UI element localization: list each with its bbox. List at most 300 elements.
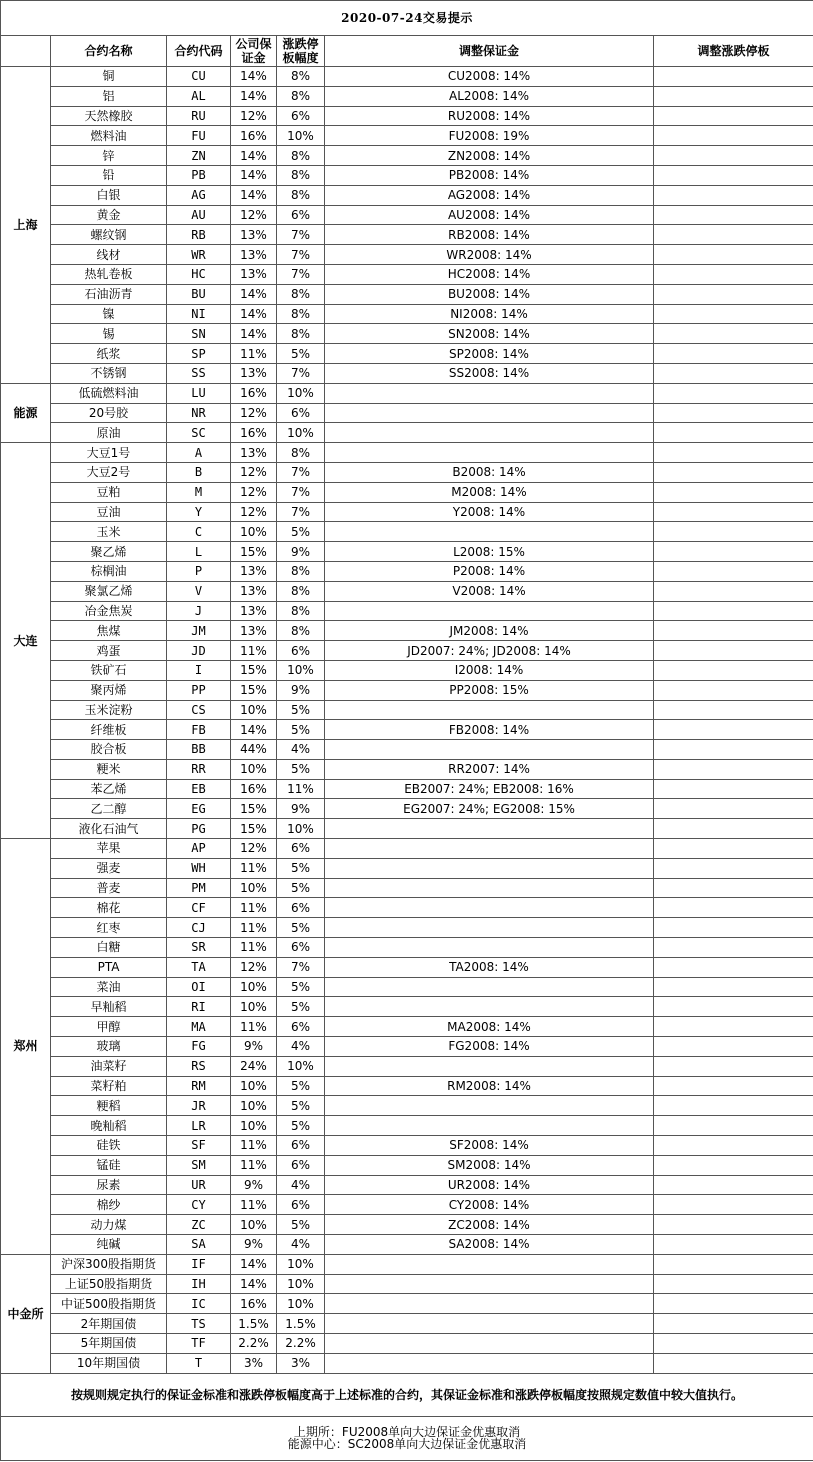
adjust-margin: RU2008: 14% [325,106,654,126]
contract-name: 菜籽粕 [51,1076,167,1096]
table-row [1,1334,813,1354]
adjust-margin: CU2008: 14% [325,67,654,87]
limit-range: 5% [277,878,325,898]
contract-code: BU [167,284,231,304]
adjust-limit [654,839,813,859]
table-row [1,660,813,680]
adjust-margin: SS2008: 14% [325,363,654,383]
limit-range: 7% [277,245,325,265]
limit-range: 10% [277,819,325,839]
company-margin: 15% [231,799,277,819]
adjust-limit [654,1334,813,1354]
contract-code: TF [167,1334,231,1354]
contract-name: PTA [51,957,167,977]
adjust-margin: RB2008: 14% [325,225,654,245]
table-row [1,839,813,859]
contract-name: 铜 [51,67,167,87]
limit-range: 5% [277,918,325,938]
header-contract-name: 合约名称 [51,36,167,67]
company-margin: 16% [231,1294,277,1314]
limit-range: 6% [277,898,325,918]
adjust-limit [654,1116,813,1136]
contract-name: 胶合板 [51,740,167,760]
adjust-margin: FG2008: 14% [325,1037,654,1057]
table-row [1,1096,813,1116]
table-row [1,1353,813,1373]
contract-name: 热轧卷板 [51,264,167,284]
exchange-label: 中金所 [1,1254,51,1373]
company-margin: 11% [231,1136,277,1156]
table-row [1,957,813,977]
company-margin: 12% [231,482,277,502]
adjust-margin: JD2007: 24%; JD2008: 14% [325,641,654,661]
company-margin: 11% [231,918,277,938]
adjust-margin: B2008: 14% [325,462,654,482]
company-margin: 1.5% [231,1314,277,1334]
adjust-margin: EG2007: 24%; EG2008: 15% [325,799,654,819]
adjust-margin: SP2008: 14% [325,344,654,364]
table-row [1,1155,813,1175]
adjust-limit [654,1076,813,1096]
adjust-margin [325,898,654,918]
contract-name: 燃料油 [51,126,167,146]
contract-code: JD [167,641,231,661]
adjust-margin: AU2008: 14% [325,205,654,225]
contract-name: 棉花 [51,898,167,918]
adjust-margin [325,839,654,859]
adjust-margin [325,1353,654,1373]
contract-name: 纸浆 [51,344,167,364]
table-row [1,1215,813,1235]
limit-range: 5% [277,997,325,1017]
adjust-margin: SA2008: 14% [325,1235,654,1255]
adjust-limit [654,205,813,225]
contract-name: 豆油 [51,502,167,522]
contract-name: 铝 [51,86,167,106]
company-margin: 24% [231,1056,277,1076]
limit-range: 8% [277,67,325,87]
contract-code: Y [167,502,231,522]
adjust-limit [654,1353,813,1373]
contract-code: CF [167,898,231,918]
adjust-limit [654,759,813,779]
contract-code: TS [167,1314,231,1334]
contract-code: WR [167,245,231,265]
contract-code: CY [167,1195,231,1215]
table-row [1,641,813,661]
adjust-limit [654,740,813,760]
limit-range: 5% [277,1096,325,1116]
table-row [1,245,813,265]
contract-code: WH [167,858,231,878]
adjust-limit [654,1274,813,1294]
table-row [1,1195,813,1215]
limit-range: 8% [277,443,325,463]
contract-code: SC [167,423,231,443]
exchange-label: 郑州 [1,839,51,1255]
adjust-margin [325,1254,654,1274]
table-row [1,106,813,126]
contract-code: IH [167,1274,231,1294]
limit-range: 10% [277,1056,325,1076]
contract-name: 2年期国债 [51,1314,167,1334]
contract-name: 20号胶 [51,403,167,423]
contract-name: 黄金 [51,205,167,225]
contract-code: FB [167,720,231,740]
table-row [1,918,813,938]
adjust-margin: NI2008: 14% [325,304,654,324]
table-row [1,799,813,819]
company-margin: 14% [231,185,277,205]
limit-range: 6% [277,938,325,958]
limit-range: 5% [277,759,325,779]
adjust-margin [325,1334,654,1354]
table-row [1,740,813,760]
contract-code: EB [167,779,231,799]
contract-name: 晚籼稻 [51,1116,167,1136]
adjust-margin [325,858,654,878]
adjust-margin: P2008: 14% [325,561,654,581]
adjust-margin: AG2008: 14% [325,185,654,205]
adjust-margin [325,740,654,760]
contract-code: CJ [167,918,231,938]
header-company-margin: 公司保证金 [231,36,277,67]
contract-code: SA [167,1235,231,1255]
contract-name: 玉米 [51,522,167,542]
adjust-limit [654,264,813,284]
contract-code: P [167,561,231,581]
adjust-margin: I2008: 14% [325,660,654,680]
limit-range: 4% [277,1175,325,1195]
adjust-limit [654,67,813,87]
table-row [1,1274,813,1294]
table-row [1,126,813,146]
adjust-margin: PB2008: 14% [325,165,654,185]
company-margin: 13% [231,621,277,641]
limit-range: 5% [277,1116,325,1136]
contract-code: UR [167,1175,231,1195]
company-margin: 9% [231,1175,277,1195]
adjust-margin: RR2007: 14% [325,759,654,779]
limit-range: 10% [277,423,325,443]
contract-code: RM [167,1076,231,1096]
adjust-limit [654,245,813,265]
footer-line: 上期所：FU2008单向大边保证金优惠取消 [293,1425,521,1440]
table-row [1,363,813,383]
table-row [1,1076,813,1096]
limit-range: 7% [277,363,325,383]
adjust-margin [325,878,654,898]
table-row [1,185,813,205]
adjust-limit [654,304,813,324]
company-margin: 10% [231,700,277,720]
contract-name: 天然橡胶 [51,106,167,126]
contract-code: SM [167,1155,231,1175]
adjust-margin: FB2008: 14% [325,720,654,740]
table-row [1,383,813,403]
adjust-limit [654,146,813,166]
contract-code: AG [167,185,231,205]
adjust-limit [654,898,813,918]
contract-name: 铅 [51,165,167,185]
table-row [1,700,813,720]
contract-name: 动力煤 [51,1215,167,1235]
contract-name: 油菜籽 [51,1056,167,1076]
contract-code: I [167,660,231,680]
limit-range: 10% [277,1274,325,1294]
contract-code: AL [167,86,231,106]
limit-range: 10% [277,1254,325,1274]
adjust-margin [325,819,654,839]
contract-code: ZC [167,1215,231,1235]
contract-code: A [167,443,231,463]
table-row [1,403,813,423]
company-margin: 16% [231,383,277,403]
adjust-limit [654,660,813,680]
limit-range: 5% [277,720,325,740]
contract-code: CS [167,700,231,720]
contract-name: 早籼稻 [51,997,167,1017]
adjust-limit [654,641,813,661]
limit-range: 8% [277,304,325,324]
contract-code: C [167,522,231,542]
contract-name: 焦煤 [51,621,167,641]
exchange-label: 上海 [1,67,51,384]
contract-code: LU [167,383,231,403]
contract-code: JR [167,1096,231,1116]
contract-name: 铁矿石 [51,660,167,680]
contract-code: SP [167,344,231,364]
company-margin: 16% [231,126,277,146]
contract-name: 棉纱 [51,1195,167,1215]
table-row [1,443,813,463]
limit-range: 6% [277,403,325,423]
adjust-limit [654,997,813,1017]
adjust-margin: PP2008: 15% [325,680,654,700]
table-row [1,344,813,364]
contract-name: 棕榈油 [51,561,167,581]
contract-code: EG [167,799,231,819]
limit-range: 9% [277,680,325,700]
contract-code: SN [167,324,231,344]
adjust-limit [654,957,813,977]
adjust-margin: AL2008: 14% [325,86,654,106]
table-row [1,601,813,621]
table-row [1,146,813,166]
contract-code: BB [167,740,231,760]
contract-code: PG [167,819,231,839]
contract-code: RU [167,106,231,126]
limit-range: 10% [277,1294,325,1314]
table-row [1,561,813,581]
footer-notes [1,1416,813,1460]
contract-name: 沪深300股指期货 [51,1254,167,1274]
limit-range: 8% [277,284,325,304]
contract-code: SR [167,938,231,958]
contract-name: 液化石油气 [51,819,167,839]
table-row [1,759,813,779]
adjust-margin: UR2008: 14% [325,1175,654,1195]
contract-code: B [167,462,231,482]
contract-name: 尿素 [51,1175,167,1195]
adjust-margin: ZC2008: 14% [325,1215,654,1235]
contract-name: 线材 [51,245,167,265]
company-margin: 44% [231,740,277,760]
adjust-margin [325,403,654,423]
header-contract-code: 合约代码 [167,36,231,67]
company-margin: 11% [231,1017,277,1037]
table-row [1,1056,813,1076]
contract-name: 锌 [51,146,167,166]
limit-range: 8% [277,86,325,106]
limit-range: 2.2% [277,1334,325,1354]
contract-name: 聚丙烯 [51,680,167,700]
limit-range: 5% [277,1076,325,1096]
company-margin: 10% [231,522,277,542]
company-margin: 11% [231,858,277,878]
contract-name: 玻璃 [51,1037,167,1057]
contract-code: L [167,542,231,562]
table-row [1,680,813,700]
table-row [1,542,813,562]
contract-name: 原油 [51,423,167,443]
limit-range: 5% [277,977,325,997]
contract-code: LR [167,1116,231,1136]
adjust-limit [654,1235,813,1255]
contract-name: 聚乙烯 [51,542,167,562]
limit-range: 5% [277,1215,325,1235]
table-row [1,581,813,601]
limit-range: 5% [277,700,325,720]
contract-code: JM [167,621,231,641]
contract-name: 硅铁 [51,1136,167,1156]
adjust-limit [654,1254,813,1274]
adjust-limit [654,482,813,502]
company-margin: 15% [231,542,277,562]
contract-code: NR [167,403,231,423]
contract-name: 菜油 [51,977,167,997]
table-row [1,1037,813,1057]
exchange-label: 大连 [1,443,51,839]
contract-name: 粳米 [51,759,167,779]
adjust-margin [325,443,654,463]
adjust-limit [654,1056,813,1076]
company-margin: 9% [231,1235,277,1255]
header-exchange [1,36,51,67]
company-margin: 14% [231,165,277,185]
company-margin: 10% [231,1096,277,1116]
adjust-limit [654,1136,813,1156]
adjust-margin: SF2008: 14% [325,1136,654,1156]
table-row [1,225,813,245]
table-row [1,621,813,641]
limit-range: 10% [277,383,325,403]
contract-code: NI [167,304,231,324]
contract-code: SF [167,1136,231,1156]
adjust-margin: JM2008: 14% [325,621,654,641]
page-title: 2020-07-24交易提示 [1,1,813,36]
table-row [1,938,813,958]
company-margin: 10% [231,1116,277,1136]
adjust-limit [654,106,813,126]
exchange-label: 能源 [1,383,51,442]
company-margin: 10% [231,1215,277,1235]
limit-range: 6% [277,1155,325,1175]
adjust-limit [654,1215,813,1235]
table-row [1,1294,813,1314]
adjust-limit [654,799,813,819]
company-margin: 14% [231,1254,277,1274]
adjust-margin [325,1274,654,1294]
limit-range: 8% [277,621,325,641]
limit-range: 6% [277,205,325,225]
adjust-limit [654,581,813,601]
contract-name: 乙二醇 [51,799,167,819]
table-row [1,977,813,997]
contract-name: 白银 [51,185,167,205]
limit-range: 6% [277,106,325,126]
company-margin: 12% [231,502,277,522]
adjust-limit [654,522,813,542]
adjust-margin [325,997,654,1017]
contract-name: 甲醇 [51,1017,167,1037]
limit-range: 4% [277,740,325,760]
contract-code: PM [167,878,231,898]
limit-range: 7% [277,482,325,502]
table-row [1,1136,813,1156]
adjust-limit [654,1195,813,1215]
contract-name: 锰硅 [51,1155,167,1175]
adjust-limit [654,185,813,205]
adjust-limit [654,284,813,304]
contract-code: RR [167,759,231,779]
table-row [1,1116,813,1136]
adjust-margin [325,1096,654,1116]
adjust-limit [654,977,813,997]
company-margin: 11% [231,1155,277,1175]
contract-code: V [167,581,231,601]
limit-range: 4% [277,1037,325,1057]
limit-range: 9% [277,799,325,819]
adjust-limit [654,1017,813,1037]
adjust-margin: FU2008: 19% [325,126,654,146]
contract-code: IC [167,1294,231,1314]
contract-code: FG [167,1037,231,1057]
company-margin: 12% [231,106,277,126]
company-margin: 13% [231,581,277,601]
adjust-limit [654,86,813,106]
contract-code: FU [167,126,231,146]
company-margin: 11% [231,344,277,364]
adjust-limit [654,938,813,958]
table-row [1,324,813,344]
adjust-limit [654,1175,813,1195]
contract-code: RI [167,997,231,1017]
adjust-margin: ZN2008: 14% [325,146,654,166]
adjust-limit [654,324,813,344]
company-margin: 14% [231,720,277,740]
table-row [1,1175,813,1195]
adjust-margin: L2008: 15% [325,542,654,562]
adjust-margin: CY2008: 14% [325,1195,654,1215]
adjust-limit [654,720,813,740]
limit-range: 8% [277,324,325,344]
table-row [1,86,813,106]
adjust-margin [325,423,654,443]
limit-range: 7% [277,957,325,977]
adjust-margin [325,522,654,542]
contract-code: AP [167,839,231,859]
